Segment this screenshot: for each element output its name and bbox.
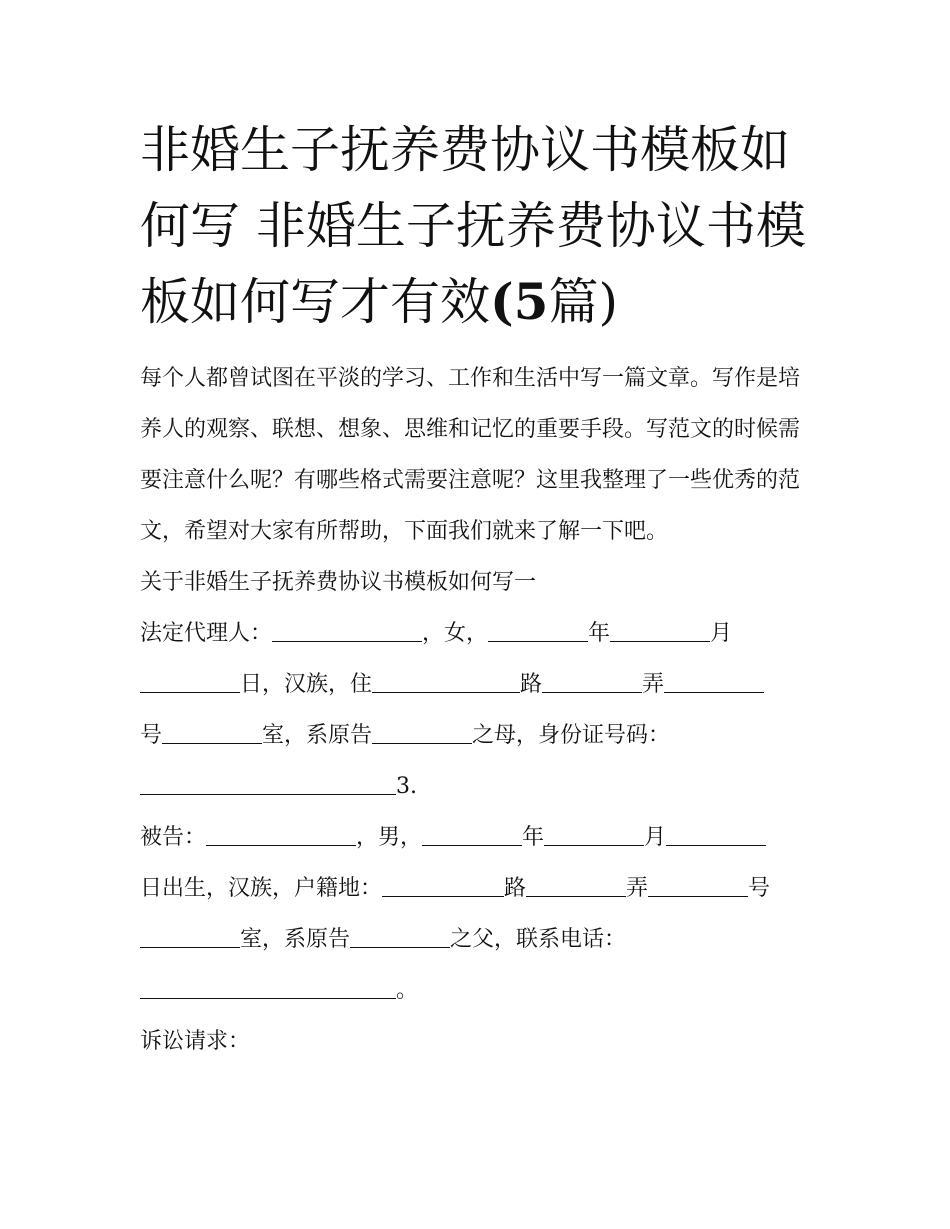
guardian-road-label: 路 <box>520 672 543 697</box>
document-title <box>140 112 820 340</box>
defendant-line-1 <box>140 812 820 863</box>
defendant-name-blank <box>206 823 356 846</box>
guardian-mother-id: 之母，身份证号码： <box>472 723 671 748</box>
defendant-number-label: 号 <box>748 876 771 901</box>
guardian-line-4 <box>140 761 820 812</box>
guardian-month-blank <box>610 619 710 642</box>
title-suffix: 篇) <box>548 273 618 331</box>
guardian-lane-blank <box>664 670 764 693</box>
defendant-line-4 <box>140 965 820 1016</box>
claims-heading: 诉讼请求： <box>140 1029 251 1054</box>
defendant-address-blank <box>382 874 504 897</box>
document-body <box>140 353 820 1067</box>
defendant-number-blank <box>140 925 240 948</box>
defendant-father-phone: 之父，联系电话： <box>450 927 627 952</box>
defendant-road-blank <box>526 874 626 897</box>
defendant-phone-blank <box>140 976 396 999</box>
guardian-year-label: 年 <box>588 621 611 646</box>
guardian-number-blank <box>162 721 262 744</box>
defendant-label: 被告： <box>140 825 207 850</box>
defendant-day-blank <box>666 823 766 846</box>
defendant-room-relation: 室，系原告 <box>240 927 351 952</box>
guardian-road-blank <box>542 670 642 693</box>
guardian-room-relation: 室，系原告 <box>262 723 373 748</box>
guardian-day-ethnic: 日，汉族，住 <box>240 672 373 697</box>
title-text: 非婚生子抚养费协议书模板如何写 非婚生子抚养费协议书模板如何写才有效 <box>140 121 806 331</box>
defendant-end: 。 <box>396 978 419 1003</box>
defendant-year-blank <box>422 823 522 846</box>
guardian-line-1 <box>140 608 820 659</box>
defendant-year-label: 年 <box>522 825 545 850</box>
guardian-day-blank <box>140 670 240 693</box>
guardian-number-label: 号 <box>140 723 163 748</box>
title-count: (5 <box>490 272 549 331</box>
guardian-year-blank <box>488 619 588 642</box>
guardian-lane-label: 弄 <box>642 672 665 697</box>
guardian-end: 3. <box>396 774 417 799</box>
defendant-lane-label: 弄 <box>626 876 649 901</box>
defendant-month-label: 月 <box>644 825 667 850</box>
guardian-address-blank <box>372 670 520 693</box>
guardian-line-2 <box>140 659 820 710</box>
defendant-born-household: 日出生，汉族，户籍地： <box>140 876 383 901</box>
defendant-road-label: 路 <box>504 876 527 901</box>
guardian-name-blank <box>272 619 422 642</box>
defendant-month-blank <box>544 823 644 846</box>
defendant-relation-blank <box>350 925 450 948</box>
section-heading: 关于非婚生子抚养费协议书模板如何写一 <box>140 570 537 595</box>
defendant-line-2 <box>140 863 820 914</box>
intro-paragraph: 每个人都曾试图在平淡的学习、工作和生活中写一篇文章。写作是培养人的观察、联想、想象、思维和记忆的重要手段。写范文的时候需要注意什么呢？有哪些格式需要注意呢？这里我整理了一些优秀的范文，希望对大家有所帮助，下面我们就来了解一下吧。 <box>140 366 801 544</box>
guardian-label: 法定代理人： <box>140 621 273 646</box>
guardian-relation-blank <box>372 721 472 744</box>
defendant-line-3 <box>140 914 820 965</box>
guardian-id-blank <box>140 772 396 795</box>
guardian-gender: ，女， <box>422 621 489 646</box>
guardian-line-3 <box>140 710 820 761</box>
defendant-lane-blank <box>648 874 748 897</box>
guardian-month-label: 月 <box>710 621 733 646</box>
defendant-gender: ，男， <box>356 825 423 850</box>
